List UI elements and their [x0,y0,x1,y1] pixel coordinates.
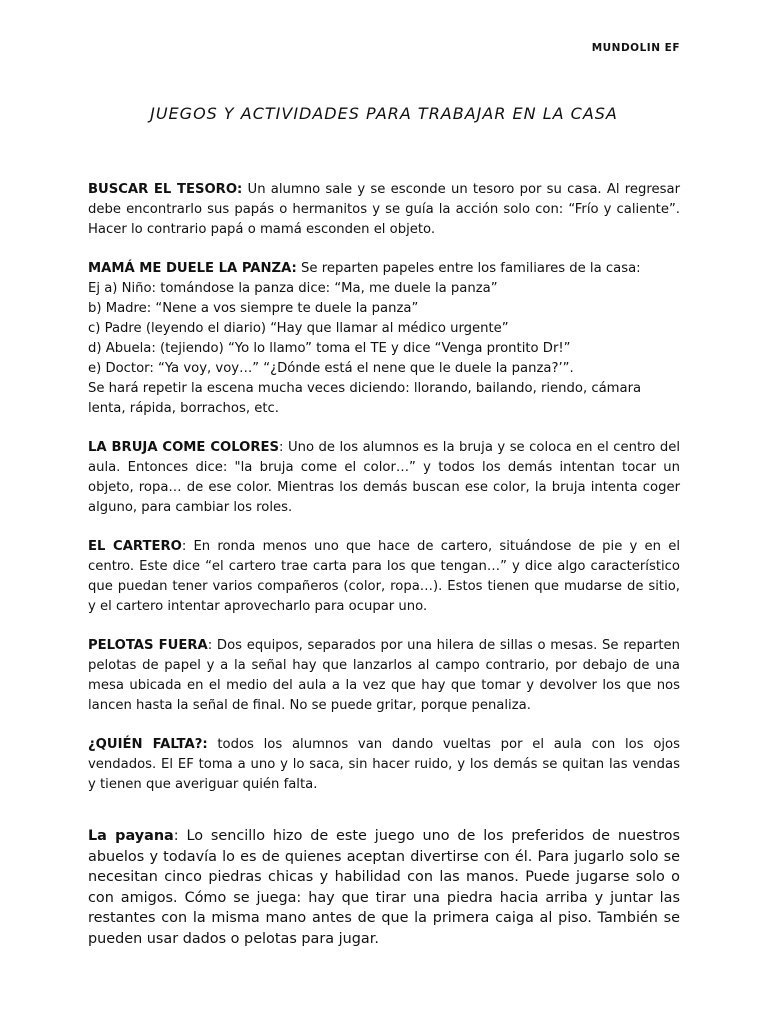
section-heading: LA BRUJA COME COLORES [88,440,280,455]
dialogue-line: d) Abuela: (tejiendo) “Yo lo llamo” toma el TE y dice “Venga prontito Dr!” [88,341,571,356]
section-pelotas-fuera [88,636,680,716]
section-text: todos los alumnos van dando vueltas por el aula con los ojos vendados. El EF toma a uno y lo saca, sin hacer ruido, y los demás se quitan las vendas y tienen que averiguar quién falta. [88,737,680,792]
section-la-payana [88,826,680,949]
section-heading: La payana [88,828,174,844]
header-brand: MUNDOLIN EF [591,42,680,54]
section-text: Se reparten papeles entre los familiares de la casa: [296,261,641,276]
dialogue-line: b) Madre: “Nene a vos siempre te duele la panza” [88,301,419,316]
section-heading: PELOTAS FUERA [88,638,208,653]
section-el-cartero [88,537,680,617]
section-heading: BUSCAR EL TESORO: [88,182,243,197]
dialogue-line: Se hará repetir la escena mucha veces diciendo: llorando, bailando, riendo, cámara lenta, rápida, borrachos, etc. [88,381,642,416]
section-heading: EL CARTERO [88,539,182,554]
dialogue-line: c) Padre (leyendo el diario) “Hay que llamar al médico urgente” [88,321,509,336]
section-text: : En ronda menos uno que hace de cartero, situándose de pie y en el centro. Este dice “el cartero trae carta para los que tengan…” y dice algo característico que puedan tener varios compañeros (color, ropa…). Estos tienen que mudarse de sitio, y el cartero intentar aprovecharlo para ocupar uno. [88,539,680,614]
section-heading: MAMÁ ME DUELE LA PANZA: [88,261,297,276]
document-body [88,180,680,968]
section-la-bruja-come-colores [88,438,680,518]
section-heading: ¿QUIÉN FALTA?: [88,737,208,752]
dialogue-line: Ej a) Niño: tomándose la panza dice: “Ma, me duele la panza” [88,281,498,296]
section-mama-me-duele-la-panza [88,259,680,419]
section-text: : Lo sencillo hizo de este juego uno de los preferidos de nuestros abuelos y todavía lo es de quienes aceptan divertirse con él. Para jugarlo solo se necesitan cinco piedras chicas y habilidad con las manos. Puede jugarse solo o con amigos. Cómo se juega: hay que tirar una piedra hacia arriba y juntar las restantes con la misma mano antes de que la primera caiga al piso. También se pueden usar dados o pelotas para jugar. [88,828,680,947]
section-text: : Dos equipos, separados por una hilera de sillas o mesas. Se reparten pelotas de papel y a la señal hay que lanzarlos al campo contrario, por debajo de una mesa ubicada en el medio del aula a la vez que hay que tomar y devolver los que nos lancen hasta la señal de final. No se puede gritar, porque penaliza. [88,638,680,713]
section-buscar-el-tesoro [88,180,680,240]
section-text: Un alumno sale y se esconde un tesoro por su casa. Al regresar debe encontrarlo sus papás o hermanitos y se guía la acción solo con: “Frío y caliente”. Hacer lo contrario papá o mamá esconden el objeto. [88,182,680,237]
section-text: : Uno de los alumnos es la bruja y se coloca en el centro del aula. Entonces dice: "la bruja come el color…” y todos los demás intentan tocar un objeto, ropa… de ese color. Mientras los demás buscan ese color, la bruja intenta coger alguno, para cambiar los roles. [88,440,680,515]
dialogue-line: e) Doctor: “Ya voy, voy…” “¿Dónde está el nene que le duele la panza?’”. [88,361,574,376]
page-title: JUEGOS Y ACTIVIDADES PARA TRABAJAR EN LA CASA [150,104,618,123]
section-quien-falta [88,735,680,795]
